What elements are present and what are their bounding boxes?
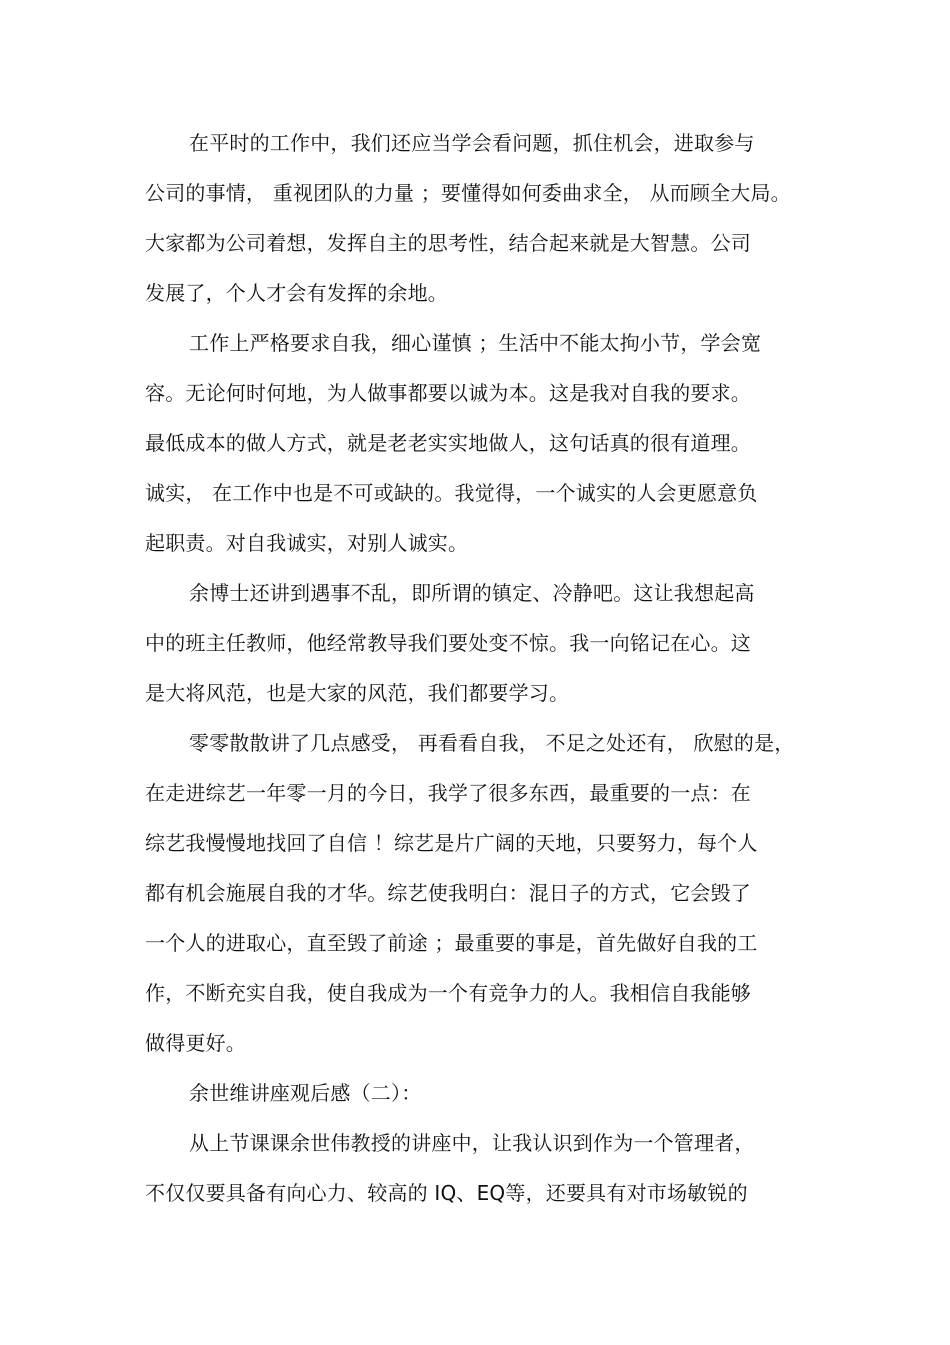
text-line: 是大将风范，也是大家的风范，我们都要学习。	[145, 681, 570, 705]
text-line: 综艺我慢慢地找回了自信 ！综艺是片广阔的天地，只要努力，每个人	[145, 831, 758, 855]
text-line: 中的班主任教师，他经常教导我们要处变不惊。我一向铭记在心。这	[145, 631, 751, 655]
text-line: 发展了，个人才会有发挥的余地。	[145, 281, 448, 305]
text-line: 余博士还讲到遇事不乱，即所谓的镇定、冷静吧。这让我想起高	[189, 581, 755, 605]
text-line: 诚实， 在工作中也是不可或缺的。我觉得，一个诚实的人会更愿意负	[145, 481, 758, 505]
text-line: 起职责。对自我诚实，对别人诚实。	[145, 531, 469, 555]
text-line: 做得更好。	[145, 1031, 246, 1055]
text-line: 一个人的进取心，直至毁了前途 ；最重要的事是，首先做好自我的工	[145, 931, 758, 955]
text-line: 公司的事情， 重视团队的力量 ；要懂得如何委曲求全， 从而顾全大局。	[145, 181, 791, 205]
text-line: 都有机会施展自我的才华。综艺使我明白：混日子的方式，它会毁了	[145, 881, 751, 905]
text-line: 从上节课课余世伟教授的讲座中，让我认识到作为一个管理者，	[189, 1131, 755, 1155]
text-line: 零零散散讲了几点感受， 再看看自我， 不足之处还有， 欣慰的是，	[189, 731, 795, 755]
document-body	[145, 118, 810, 1218]
text-line: 不仅仅要具备有向心力、较高的 IQ、EQ等，还要具有对市场敏锐的	[145, 1181, 748, 1205]
text-line: 在走进综艺一年零一月的今日，我学了很多东西，最重要的一点：在	[145, 781, 751, 805]
text-line: 容。无论何时何地，为人做事都要以诚为本。这是我对自我的要求。	[145, 381, 751, 405]
text-line: 工作上严格要求自我，细心谨慎 ；生活中不能太拘小节，学会宽	[189, 331, 762, 355]
text-line: 最低成本的做人方式，就是老老实实地做人，这句话真的很有道理。	[145, 431, 751, 455]
section-heading: 余世维讲座观后感（二）：	[189, 1081, 422, 1105]
text-line: 在平时的工作中，我们还应当学会看问题，抓住机会，进取参与	[189, 131, 755, 155]
text-line: 大家都为公司着想，发挥自主的思考性，结合起来就是大智慧。公司	[145, 231, 751, 255]
text-line: 作，不断充实自我，使自我成为一个有竞争力的人。我相信自我能够	[145, 981, 751, 1005]
